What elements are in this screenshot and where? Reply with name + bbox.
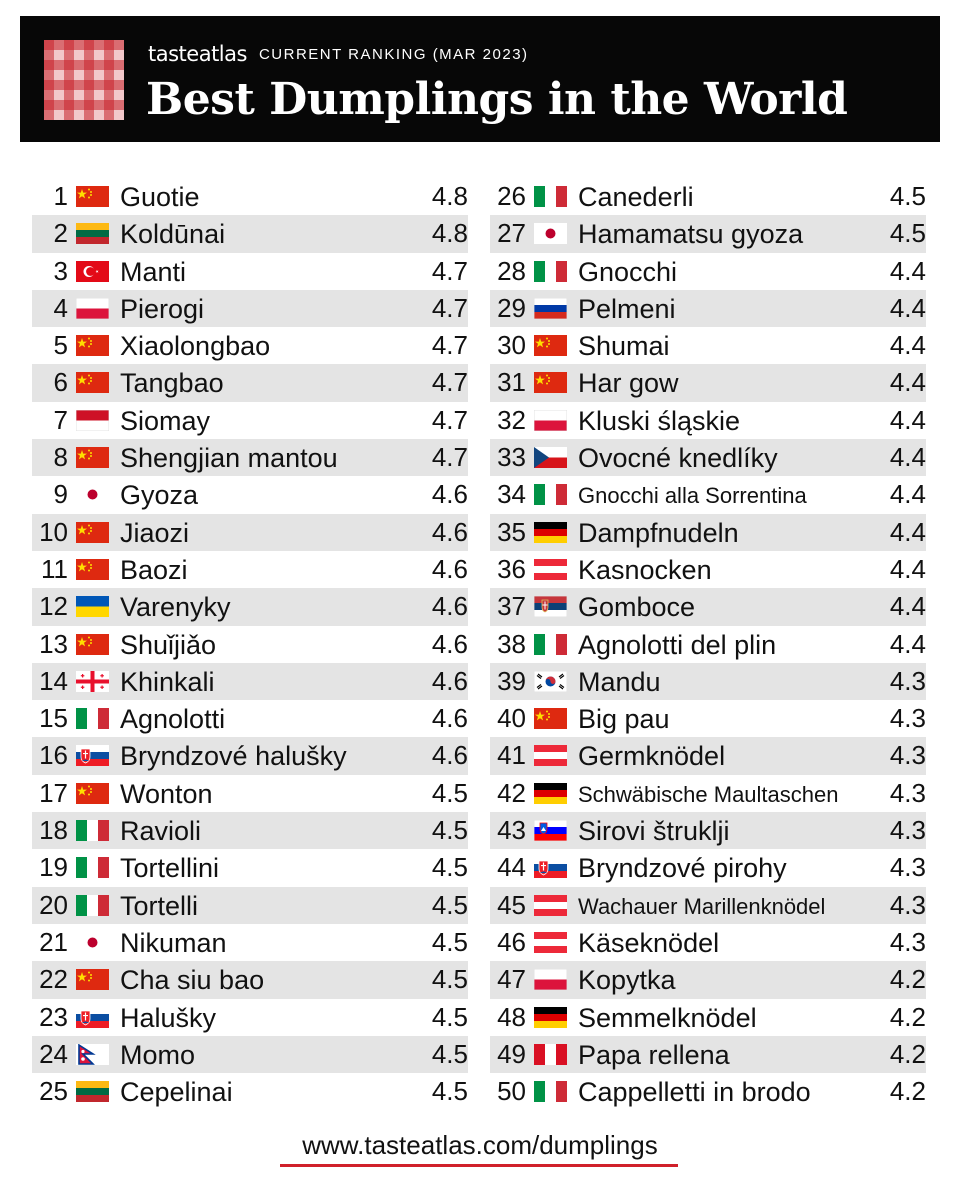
rank-number: 28 [497, 255, 526, 286]
italy-flag-icon [534, 1081, 567, 1102]
poland-flag-icon [534, 969, 567, 990]
japan-flag-icon [534, 223, 567, 244]
rating-score: 4.2 [889, 1038, 926, 1069]
japan-flag-icon [76, 484, 109, 505]
ranking-row [32, 476, 468, 513]
dumpling-name: Wonton [120, 778, 213, 809]
rank-number: 14 [39, 665, 68, 696]
rank-number: 16 [39, 740, 68, 771]
dumpling-name: Cappelletti in brodo [578, 1077, 811, 1108]
dumpling-name: Agnolotti del plin [578, 629, 777, 660]
dumpling-name: Wachauer Marillenknödel [578, 893, 826, 919]
rating-score: 4.5 [431, 964, 468, 995]
rating-score: 4.7 [431, 292, 468, 323]
georgia-flag-icon [76, 671, 109, 692]
poland-flag-icon [76, 298, 109, 319]
rank-number: 6 [53, 367, 68, 398]
rank-number: 7 [53, 404, 68, 435]
rating-score: 4.4 [889, 479, 926, 510]
rank-number: 8 [53, 442, 68, 473]
rank-number: 32 [497, 404, 526, 435]
rating-score: 4.3 [889, 889, 926, 920]
dumpling-name: Jiaozi [120, 517, 190, 548]
ranking-row [32, 812, 468, 849]
ranking-row [32, 700, 468, 737]
rating-score: 4.3 [889, 665, 926, 696]
ranking-row [32, 290, 468, 327]
dumpling-name: Manti [120, 256, 187, 287]
rating-score: 4.5 [431, 815, 468, 846]
rating-score: 4.5 [431, 1001, 468, 1032]
rating-score: 4.5 [431, 852, 468, 883]
rank-number: 9 [53, 479, 68, 510]
germany-flag-icon [534, 783, 567, 804]
dumpling-name: Ravioli [120, 816, 202, 847]
dumpling-name: Agnolotti [120, 704, 226, 735]
dumpling-name: Papa rellena [578, 1039, 730, 1070]
brand-name: tasteatlas [148, 42, 247, 66]
rank-number: 42 [497, 777, 526, 808]
dumpling-name: Germknödel [578, 741, 726, 772]
ukraine-flag-icon [76, 596, 109, 617]
china-flag-icon [76, 559, 109, 580]
header-banner [20, 16, 940, 142]
slovenia-flag-icon [534, 820, 567, 841]
china-flag-icon [76, 522, 109, 543]
rank-number: 43 [497, 815, 526, 846]
slovakia-flag-icon [76, 1007, 109, 1028]
rank-number: 26 [497, 181, 526, 211]
dumpling-name: Schwäbische Maultaschen [578, 781, 839, 807]
ranking-row [490, 290, 926, 327]
ranking-row [32, 588, 468, 625]
ranking-row [490, 514, 926, 551]
gingham-logo-icon [44, 40, 124, 120]
rating-score: 4.8 [431, 181, 468, 211]
rating-score: 4.7 [431, 442, 468, 473]
rank-number: 22 [39, 964, 68, 995]
china-flag-icon [76, 186, 109, 207]
austria-flag-icon [534, 932, 567, 953]
lithuania-flag-icon [76, 223, 109, 244]
dumpling-name: Bryndzové pirohy [578, 853, 787, 884]
rating-score: 4.3 [889, 926, 926, 957]
ranking-row [32, 999, 468, 1036]
brand-line [148, 42, 529, 66]
dumpling-name: Har gow [578, 368, 679, 399]
rating-score: 4.7 [431, 367, 468, 398]
ranking-row [32, 626, 468, 663]
rank-number: 15 [39, 703, 68, 734]
rank-number: 45 [497, 889, 526, 920]
rank-number: 49 [497, 1038, 526, 1069]
rating-score: 4.4 [889, 591, 926, 622]
ranking-row [32, 737, 468, 774]
dumpling-name: Bryndzové halušky [120, 741, 347, 772]
ranking-row [490, 999, 926, 1036]
indonesia-flag-icon [76, 410, 109, 431]
ranking-column-right [490, 178, 926, 1110]
china-flag-icon [76, 447, 109, 468]
slovakia-flag-icon [534, 857, 567, 878]
ranking-row [490, 588, 926, 625]
dumpling-name: Semmelknödel [578, 1002, 757, 1033]
rating-score: 4.6 [431, 665, 468, 696]
ranking-row [490, 253, 926, 290]
dumpling-name: Varenyky [120, 592, 231, 623]
dumpling-name: Tangbao [120, 368, 224, 399]
ranking-row [490, 737, 926, 774]
south-korea-flag-icon [534, 671, 567, 692]
ranking-row [490, 812, 926, 849]
italy-flag-icon [76, 895, 109, 916]
rating-score: 4.8 [431, 218, 468, 249]
china-flag-icon [76, 634, 109, 655]
dumpling-name: Mandu [578, 666, 661, 697]
dumpling-name: Momo [120, 1039, 196, 1070]
dumpling-name: Baozi [120, 554, 188, 585]
rating-score: 4.4 [889, 516, 926, 547]
rank-number: 36 [497, 553, 526, 584]
rating-score: 4.5 [431, 926, 468, 957]
rank-number: 19 [39, 852, 68, 883]
ranking-row [490, 215, 926, 252]
ranking-row [490, 439, 926, 476]
dumpling-name: Gomboce [578, 592, 696, 623]
ranking-row [490, 402, 926, 439]
rating-score: 4.4 [889, 442, 926, 473]
dumpling-name: Käseknödel [578, 927, 720, 958]
austria-flag-icon [534, 745, 567, 766]
dumpling-name: Canederli [578, 182, 694, 212]
japan-flag-icon [76, 932, 109, 953]
ranking-row [32, 775, 468, 812]
china-flag-icon [76, 335, 109, 356]
ranking-row [490, 1036, 926, 1073]
rank-number: 12 [39, 591, 68, 622]
rank-number: 46 [497, 926, 526, 957]
ranking-row [490, 700, 926, 737]
ranking-row [32, 514, 468, 551]
rank-number: 37 [497, 591, 526, 622]
rating-score: 4.6 [431, 479, 468, 510]
ranking-row [490, 849, 926, 886]
rating-score: 4.5 [889, 181, 926, 211]
turkey-flag-icon [76, 261, 109, 282]
rank-number: 21 [39, 926, 68, 957]
rating-score: 4.2 [889, 964, 926, 995]
rating-score: 4.3 [889, 852, 926, 883]
dumpling-name: Koldūnai [120, 219, 226, 250]
rank-number: 39 [497, 665, 526, 696]
rating-score: 4.2 [889, 1076, 926, 1107]
czechia-flag-icon [534, 447, 567, 468]
ranking-row [32, 1073, 468, 1110]
rank-number: 2 [53, 218, 68, 249]
dumpling-name: Sirovi štruklji [578, 816, 730, 847]
dumpling-name: Siomay [120, 405, 211, 436]
rank-number: 50 [497, 1076, 526, 1107]
rank-number: 10 [39, 516, 68, 547]
dumpling-name: Dampfnudeln [578, 517, 739, 548]
rank-number: 27 [497, 218, 526, 249]
rating-score: 4.2 [889, 1001, 926, 1032]
ranking-row [32, 663, 468, 700]
ranking-row [32, 849, 468, 886]
page-title: Best Dumplings in the World [146, 74, 848, 125]
ranking-row [490, 961, 926, 998]
ranking-row [32, 364, 468, 401]
russia-flag-icon [534, 298, 567, 319]
rating-score: 4.3 [889, 740, 926, 771]
dumpling-name: Ovocné knedlíky [578, 443, 778, 474]
rating-score: 4.7 [431, 255, 468, 286]
rank-number: 47 [497, 964, 526, 995]
ranking-row [490, 775, 926, 812]
rating-score: 4.4 [889, 553, 926, 584]
rating-score: 4.7 [431, 404, 468, 435]
serbia-flag-icon [534, 596, 567, 617]
dumpling-name: Gnocchi [578, 256, 678, 287]
rating-score: 4.5 [431, 1076, 468, 1107]
lithuania-flag-icon [76, 1081, 109, 1102]
rank-number: 35 [497, 516, 526, 547]
rating-score: 4.7 [431, 330, 468, 361]
rank-number: 41 [497, 740, 526, 771]
china-flag-icon [534, 335, 567, 356]
ranking-row [32, 178, 468, 215]
ranking-row [490, 364, 926, 401]
dumpling-name: Pelmeni [578, 293, 676, 324]
rank-number: 40 [497, 703, 526, 734]
rank-number: 38 [497, 628, 526, 659]
ranking-row [32, 215, 468, 252]
ranking-row [32, 924, 468, 961]
dumpling-name: Tortellini [120, 853, 220, 884]
rank-number: 4 [53, 292, 68, 323]
rank-number: 23 [39, 1001, 68, 1032]
peru-flag-icon [534, 1044, 567, 1065]
dumpling-name: Shuǐjiǎo [120, 629, 217, 660]
china-flag-icon [534, 708, 567, 729]
ranking-row [32, 402, 468, 439]
slovakia-flag-icon [76, 745, 109, 766]
china-flag-icon [76, 372, 109, 393]
rank-number: 33 [497, 442, 526, 473]
italy-flag-icon [534, 261, 567, 282]
rank-number: 3 [53, 255, 68, 286]
dumpling-name: Cepelinai [120, 1077, 233, 1108]
rating-score: 4.3 [889, 815, 926, 846]
rating-score: 4.6 [431, 591, 468, 622]
rank-number: 1 [53, 181, 68, 211]
rating-score: 4.6 [431, 628, 468, 659]
rating-score: 4.6 [431, 740, 468, 771]
rating-score: 4.4 [889, 255, 926, 286]
ranking-row [32, 253, 468, 290]
italy-flag-icon [534, 186, 567, 207]
rating-score: 4.6 [431, 703, 468, 734]
nepal-flag-icon [76, 1044, 109, 1065]
dumpling-name: Gnocchi alla Sorrentina [578, 483, 807, 509]
dumpling-name: Big pau [578, 704, 670, 735]
dumpling-name: Shengjian mantou [120, 443, 338, 474]
footer-url-link[interactable]: www.tasteatlas.com/dumplings [302, 1130, 658, 1160]
rank-number: 20 [39, 889, 68, 920]
dumpling-name: Gyoza [120, 480, 199, 511]
rating-score: 4.4 [889, 628, 926, 659]
italy-flag-icon [76, 820, 109, 841]
dumpling-name: Halušky [120, 1002, 217, 1033]
poland-flag-icon [534, 410, 567, 431]
dumpling-name: Cha siu bao [120, 965, 265, 996]
dumpling-name: Shumai [578, 331, 670, 362]
dumpling-name: Khinkali [120, 666, 215, 697]
rating-score: 4.6 [431, 553, 468, 584]
dumpling-name: Kopytka [578, 965, 676, 996]
rank-number: 44 [497, 852, 526, 883]
ranking-row [490, 887, 926, 924]
rank-number: 5 [53, 330, 68, 361]
ranking-row [32, 887, 468, 924]
rating-score: 4.5 [431, 1038, 468, 1069]
rank-number: 30 [497, 330, 526, 361]
italy-flag-icon [76, 857, 109, 878]
ranking-row [32, 439, 468, 476]
ranking-row [32, 551, 468, 588]
rank-number: 48 [497, 1001, 526, 1032]
austria-flag-icon [534, 559, 567, 580]
germany-flag-icon [534, 1007, 567, 1028]
dumpling-name: Tortelli [120, 890, 199, 921]
dumpling-name: Pierogi [120, 293, 205, 324]
rank-number: 11 [41, 553, 68, 584]
rank-number: 34 [497, 479, 526, 510]
ranking-row [32, 327, 468, 364]
rating-score: 4.3 [889, 777, 926, 808]
dumpling-name: Kluski śląskie [578, 405, 741, 436]
footer-url-underline [280, 1164, 678, 1167]
rank-number: 31 [497, 367, 526, 398]
ranking-row [490, 663, 926, 700]
ranking-row [32, 961, 468, 998]
ranking-label: CURRENT RANKING (MAR 2023) [258, 46, 529, 63]
rank-number: 17 [39, 777, 68, 808]
rank-number: 24 [39, 1038, 68, 1069]
ranking-row [490, 924, 926, 961]
rating-score: 4.5 [431, 777, 468, 808]
ranking-column-left [32, 178, 468, 1110]
rank-number: 13 [39, 628, 68, 659]
ranking-row [32, 1036, 468, 1073]
china-flag-icon [534, 372, 567, 393]
dumpling-name: Guotie [120, 182, 200, 212]
rating-score: 4.3 [889, 703, 926, 734]
china-flag-icon [76, 783, 109, 804]
rating-score: 4.6 [431, 516, 468, 547]
germany-flag-icon [534, 522, 567, 543]
dumpling-name: Kasnocken [578, 554, 712, 585]
rank-number: 18 [39, 815, 68, 846]
dumpling-name: Xiaolongbao [120, 331, 271, 362]
ranking-row [490, 327, 926, 364]
ranking-row [490, 551, 926, 588]
rating-score: 4.4 [889, 404, 926, 435]
rank-number: 29 [497, 292, 526, 323]
dumpling-name: Nikuman [120, 927, 227, 958]
italy-flag-icon [76, 708, 109, 729]
ranking-row [490, 1073, 926, 1110]
china-flag-icon [76, 969, 109, 990]
italy-flag-icon [534, 484, 567, 505]
rating-score: 4.4 [889, 292, 926, 323]
dumpling-name: Hamamatsu gyoza [578, 219, 804, 250]
rating-score: 4.4 [889, 367, 926, 398]
ranking-row [490, 178, 926, 215]
rating-score: 4.5 [889, 218, 926, 249]
rating-score: 4.5 [431, 889, 468, 920]
austria-flag-icon [534, 895, 567, 916]
italy-flag-icon [534, 634, 567, 655]
ranking-row [490, 476, 926, 513]
rank-number: 25 [39, 1076, 68, 1107]
rating-score: 4.4 [889, 330, 926, 361]
ranking-row [490, 626, 926, 663]
